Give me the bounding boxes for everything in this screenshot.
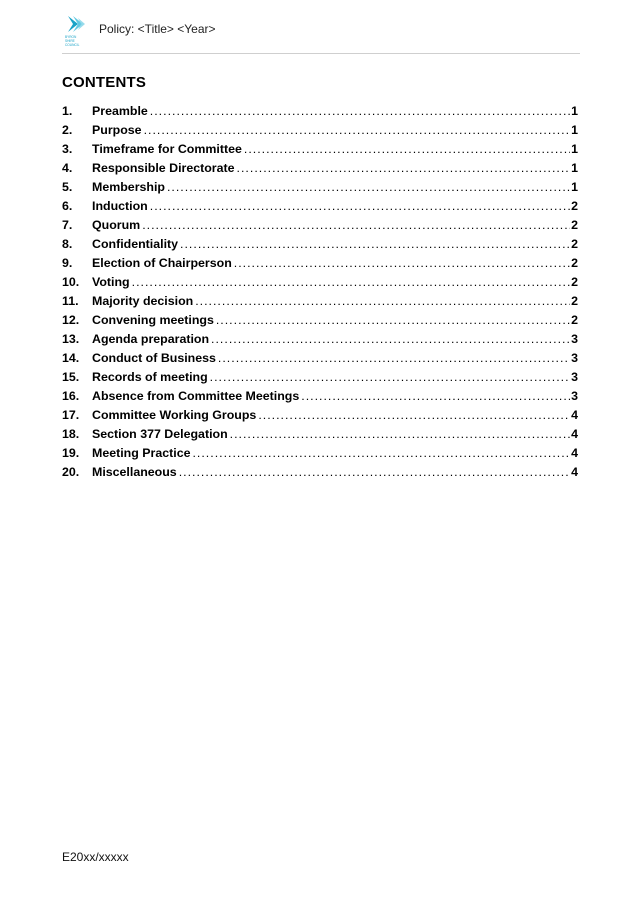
toc-entry-number: 20. [62, 465, 80, 479]
toc-entry-number: 7. [62, 218, 73, 232]
toc-entry[interactable] [62, 123, 578, 142]
toc-entry-page: 2 [571, 199, 578, 213]
toc-entry[interactable] [62, 332, 578, 351]
logo-wordmark: BYRON SHIRE COUNCIL [65, 35, 80, 47]
toc-entry-number: 12. [62, 313, 80, 327]
toc-entry-page: 4 [571, 427, 578, 441]
page-header [62, 13, 580, 54]
toc-entry-page: 1 [571, 142, 578, 156]
toc-entry[interactable] [62, 256, 578, 275]
toc-dot-leader [179, 465, 570, 479]
toc-dot-leader [234, 256, 570, 270]
toc-entry-title: Voting [92, 275, 130, 289]
toc-entry[interactable] [62, 104, 578, 123]
wave-logo-icon [65, 15, 89, 35]
toc-entry-title: Meeting Practice [92, 446, 191, 460]
toc-entry-title: Confidentiality [92, 237, 179, 251]
toc-entry-page: 4 [571, 408, 578, 422]
toc-entry-number: 19. [62, 446, 80, 460]
toc-dot-leader [150, 104, 570, 118]
council-logo [65, 15, 89, 51]
toc-entry-title: Conduct of Business [92, 351, 216, 365]
toc-entry[interactable] [62, 161, 578, 180]
toc-entry-title: Agenda preparation [92, 332, 210, 346]
toc-dot-leader [258, 408, 570, 422]
toc-entry-number: 2. [62, 123, 73, 137]
toc-entry[interactable] [62, 465, 578, 484]
toc-dot-leader [237, 161, 571, 175]
toc-entry-page: 2 [571, 237, 578, 251]
toc-entry-number: 15. [62, 370, 80, 384]
toc-entry-page: 4 [571, 446, 578, 460]
toc-entry-title: Preamble [92, 104, 148, 118]
toc-entry-title: Election of Chairperson [92, 256, 232, 270]
toc-entry-title: Absence from Committee Meetings [92, 389, 300, 403]
toc-entry[interactable] [62, 237, 578, 256]
contents-heading: CONTENTS [62, 74, 147, 91]
toc-entry-title: Membership [92, 180, 165, 194]
toc-entry-page: 4 [571, 465, 578, 479]
toc-dot-leader [142, 218, 570, 232]
toc-dot-leader [230, 427, 570, 441]
toc-entry-title: Induction [92, 199, 148, 213]
toc-entry[interactable] [62, 446, 578, 465]
toc-entry-title: Committee Working Groups [92, 408, 257, 422]
document-reference: E20xx/xxxxx [62, 850, 129, 864]
toc-entry-page: 2 [571, 313, 578, 327]
toc-entry-page: 1 [571, 123, 578, 137]
toc-entry-number: 14. [62, 351, 80, 365]
toc-entry[interactable] [62, 389, 578, 408]
toc-entry[interactable] [62, 218, 578, 237]
toc-entry-number: 9. [62, 256, 73, 270]
toc-entry-number: 4. [62, 161, 73, 175]
toc-dot-leader [244, 142, 570, 156]
toc-entry-title: Section 377 Delegation [92, 427, 228, 441]
toc-entry-title: Majority decision [92, 294, 194, 308]
toc-entry[interactable] [62, 427, 578, 446]
toc-entry-number: 3. [62, 142, 73, 156]
toc-entry[interactable] [62, 370, 578, 389]
toc-dot-leader [195, 294, 570, 308]
toc-dot-leader [210, 370, 570, 384]
toc-dot-leader [180, 237, 570, 251]
toc-entry-page: 2 [571, 256, 578, 270]
toc-entry[interactable] [62, 294, 578, 313]
toc-dot-leader [218, 351, 570, 365]
toc-entry-number: 1. [62, 104, 73, 118]
toc-entry[interactable] [62, 275, 578, 294]
toc-entry[interactable] [62, 351, 578, 370]
toc-entry-page: 3 [571, 351, 578, 365]
toc-entry-page: 2 [571, 275, 578, 289]
toc-dot-leader [192, 446, 570, 460]
toc-entry[interactable] [62, 142, 578, 161]
toc-entry-page: 3 [571, 389, 578, 403]
toc-entry-page: 2 [571, 294, 578, 308]
toc-dot-leader [211, 332, 570, 346]
toc-dot-leader [167, 180, 570, 194]
toc-entry-number: 18. [62, 427, 80, 441]
toc-entry-number: 8. [62, 237, 73, 251]
toc-entry-number: 6. [62, 199, 73, 213]
table-of-contents [62, 104, 578, 484]
toc-entry-title: Responsible Directorate [92, 161, 235, 175]
toc-dot-leader [132, 275, 570, 289]
toc-entry-page: 1 [571, 161, 578, 175]
toc-dot-leader [150, 199, 570, 213]
toc-entry-title: Miscellaneous [92, 465, 177, 479]
toc-dot-leader [301, 389, 570, 403]
toc-dot-leader [216, 313, 570, 327]
toc-entry-number: 11. [62, 294, 79, 308]
toc-entry-number: 16. [62, 389, 80, 403]
toc-entry[interactable] [62, 313, 578, 332]
toc-entry-page: 3 [571, 332, 578, 346]
toc-dot-leader [144, 123, 571, 137]
toc-entry-number: 5. [62, 180, 73, 194]
toc-entry-number: 13. [62, 332, 80, 346]
toc-entry-number: 10. [62, 275, 80, 289]
toc-entry-title: Timeframe for Committee [92, 142, 242, 156]
header-title: Policy: <Title> <Year> [99, 22, 216, 36]
toc-entry-title: Purpose [92, 123, 142, 137]
toc-entry-page: 1 [571, 104, 578, 118]
toc-entry-title: Convening meetings [92, 313, 214, 327]
toc-entry-title: Records of meeting [92, 370, 208, 384]
toc-entry[interactable] [62, 199, 578, 218]
toc-entry-page: 3 [571, 370, 578, 384]
toc-entry[interactable] [62, 408, 578, 427]
toc-entry[interactable] [62, 180, 578, 199]
toc-entry-title: Quorum [92, 218, 141, 232]
toc-entry-page: 2 [571, 218, 578, 232]
toc-entry-page: 1 [571, 180, 578, 194]
toc-entry-number: 17. [62, 408, 80, 422]
